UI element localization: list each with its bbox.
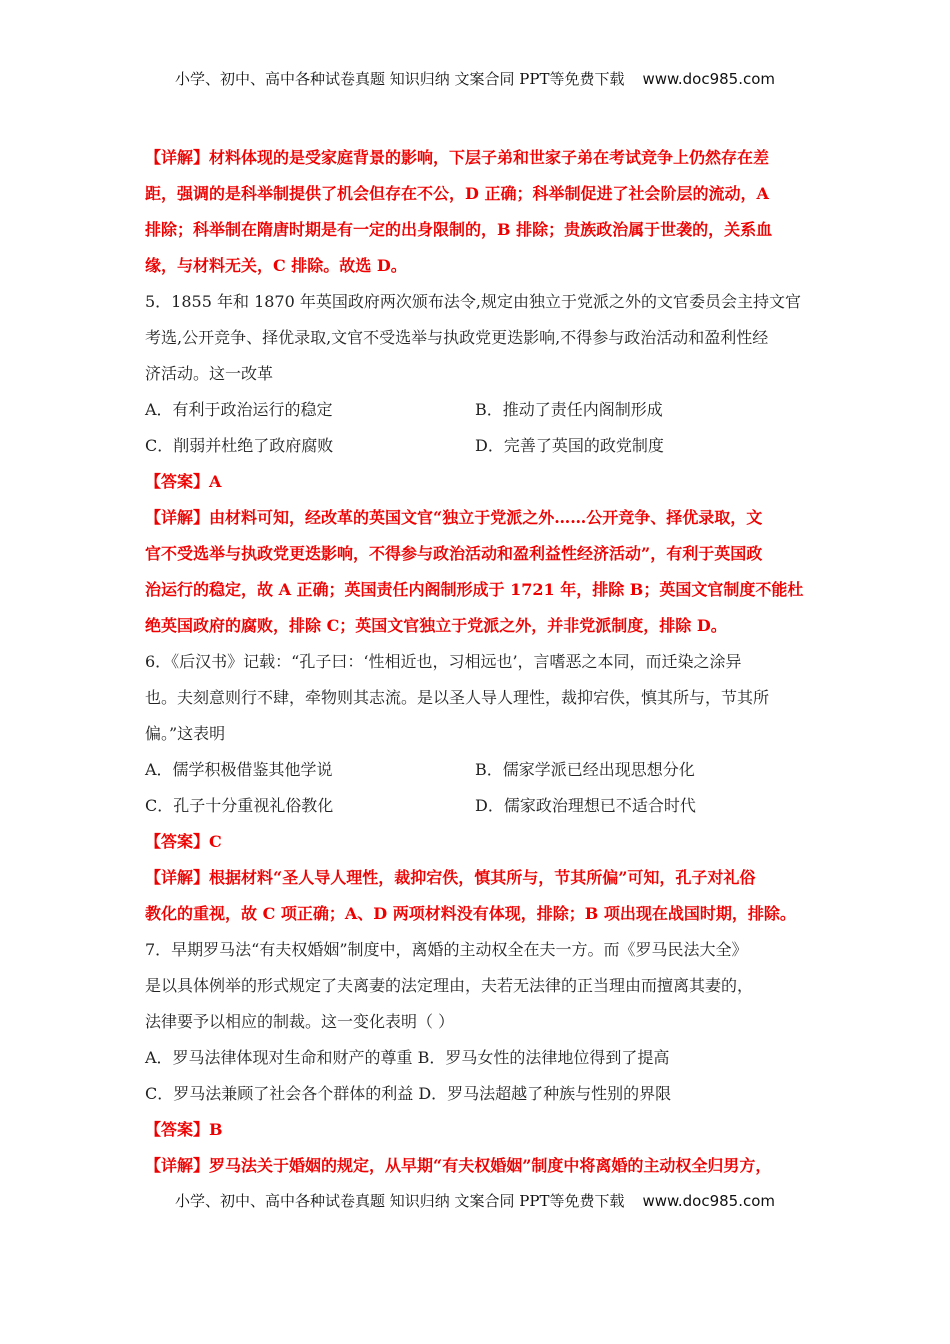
page-footer — [0, 1190, 950, 1211]
q6-option-d: D．儒家政治理想已不适合时代 — [475, 796, 696, 815]
q5-option-d: D．完善了英国的政党制度 — [475, 436, 664, 455]
q7-stem-line: 是以具体例举的形式规定了夫离妻的法定理由，夫若无法律的正当理由而擅离其妻的， — [145, 976, 754, 995]
page-header — [0, 68, 950, 89]
q7-answer: 【答案】B — [145, 1120, 223, 1139]
header-site[interactable]: www.doc985.com — [642, 70, 776, 88]
q6-option-c: C．孔子十分重视礼俗教化 — [145, 796, 334, 815]
q5-option-a: A．有利于政治运行的稳定 — [145, 400, 333, 419]
document-body — [145, 140, 817, 1184]
q7-options-cd: C．罗马法兼顾了社会各个群体的利益 D．罗马法超越了种族与性别的界限 — [145, 1084, 672, 1103]
q6-option-a: A．儒学积极借鉴其他学说 — [145, 760, 333, 779]
q7-stem-line: 7．早期罗马法“有夫权婚姻”制度中，离婚的主动权全在夫一方。而《罗马民法大全》 — [145, 940, 748, 959]
q5-option-c: C．削弱并杜绝了政府腐败 — [145, 436, 334, 455]
q4-explain-line: 缘，与材料无关，C 排除。故选 D。 — [145, 256, 407, 275]
q4-explain-line: 排除；科举制在隋唐时期是有一定的出身限制的，B 排除；贵族政治属于世袭的，关系血 — [145, 220, 773, 239]
q5-options-row — [145, 392, 817, 428]
q6-explain-line: 【详解】根据材料“圣人导人理性，裁抑宕佚，慎其所与，节其所偏”可知，孔子对礼俗 — [145, 868, 756, 887]
q7-explain-line: 【详解】罗马法关于婚姻的规定，从早期“有夫权婚姻”制度中将离婚的主动权全归男方， — [145, 1156, 772, 1175]
q4-explain-line: 距，强调的是科举制提供了机会但存在不公，D 正确；科举制促进了社会阶层的流动，A — [145, 184, 769, 203]
q5-explain-line: 治运行的稳定，故 A 正确；英国责任内阁制形成于 1721 年，排除 B；英国文官制度不能杜 — [145, 580, 804, 599]
q5-options-row — [145, 428, 817, 464]
q6-options-row — [145, 788, 817, 824]
q6-option-b: B．儒家学派已经出现思想分化 — [475, 760, 695, 779]
q6-answer: 【答案】C — [145, 832, 222, 851]
q6-stem-line: 也。夫刻意则行不肆，牵物则其志流。是以圣人导人理性，裁抑宕佚，慎其所与，节其所 — [145, 688, 770, 707]
footer-site[interactable]: www.doc985.com — [642, 1192, 776, 1210]
header-text: 小学、初中、高中各种试卷真题 知识归纳 文案合同 PPT等免费下载 — [174, 70, 625, 88]
q4-explain-line: 【详解】材料体现的是受家庭背景的影响，下层子弟和世家子弟在考试竞争上仍然存在差 — [145, 148, 770, 167]
footer-text: 小学、初中、高中各种试卷真题 知识归纳 文案合同 PPT等免费下载 — [174, 1192, 625, 1210]
q5-stem-line: 济活动。这一改革 — [145, 364, 274, 383]
q5-explain-line: 官不受选举与执政党更迭影响，不得参与政治活动和盈利益性经济活动”，有利于英国政 — [145, 544, 763, 563]
q6-explain-line: 教化的重视，故 C 项正确；A、D 两项材料没有体现，排除；B 项出现在战国时期，排除。 — [145, 904, 796, 923]
q5-explain-line: 绝英国政府的腐败，排除 C；英国文官独立于党派之外，并非党派制度，排除 D。 — [145, 616, 727, 635]
q6-options-row — [145, 752, 817, 788]
q5-stem-line: 5．1855 年和 1870 年英国政府两次颁布法令,规定由独立于党派之外的文官委员会主持文官 — [145, 292, 801, 311]
q5-stem-line: 考选,公开竞争、择优录取,文官不受选举与执政党更迭影响,不得参与政治活动和盈利性经 — [145, 328, 769, 347]
q5-answer: 【答案】A — [145, 472, 222, 491]
q7-stem-line: 法律要予以相应的制裁。这一变化表明（ ） — [145, 1012, 455, 1031]
q5-option-b: B．推动了责任内阁制形成 — [475, 400, 663, 419]
q7-options-ab: A．罗马法律体现对生命和财产的尊重 B．罗马女性的法律地位得到了提高 — [145, 1048, 670, 1067]
q6-stem-line: 6．《后汉书》记载：“孔子曰：‘性相近也，习相远也’，言嗜恶之本同，而迁染之涂异 — [145, 652, 742, 671]
q6-stem-line: 偏。”这表明 — [145, 724, 226, 743]
q5-explain-line: 【详解】由材料可知，经改革的英国文官“独立于党派之外……公开竞争、择优录取，文 — [145, 508, 763, 527]
